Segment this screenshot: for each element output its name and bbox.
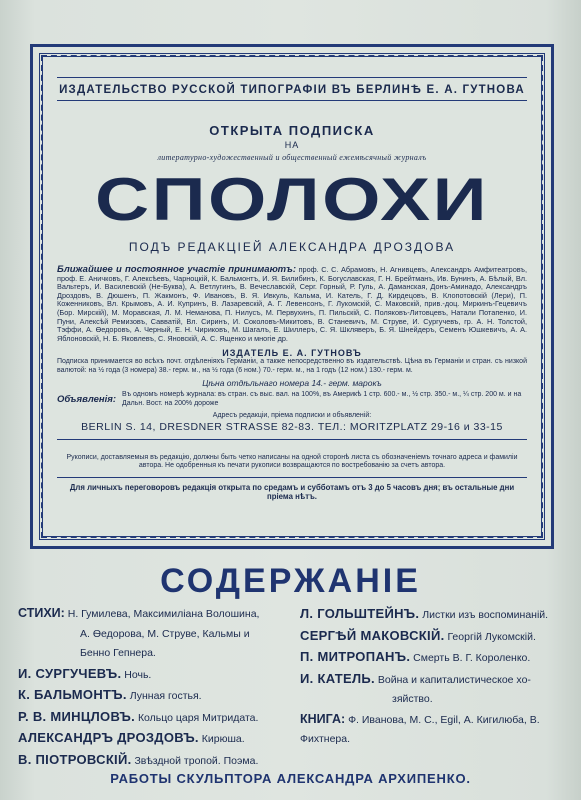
publisher-name: ИЗДАТЕЛЬ Е. А. ГУТНОВЪ [222,348,362,359]
contents-entry: Бенно Гепнера. [80,647,156,659]
advertisements-block [57,391,527,408]
contents-entry: АЛЕКСАНДРЪ ДРОЗДОВЪ. Кирюша. [18,730,245,745]
contents-entry: СТИХИ: Н. Гумилева, Максимиліана Волошина, [18,606,260,620]
office-hours: Для личныхъ переговоровъ редакція открыта по средамъ и субботамъ отъ 3 до 5 часовъ дня; въ остальные дни пріема нѣтъ. [57,477,527,501]
single-issue-price: Цѣна отдѣльнаго номера 14.- герм. марокъ [202,377,382,388]
editor-line: ПОДЪ РЕДАКЦІЕЙ АЛЕКСАНДРА ДРОЗДОВА [128,240,456,254]
advertisements-label: Объявленія: [57,394,117,406]
journal-title: СПОЛОХИ [94,166,490,233]
editorial-address: BERLIN S. 14, DRESDNER STRASSE 82-83. ТЕЛ.: MORITZPLATZ 29-16 и 33-15 [57,421,527,440]
sculptor-works-line: РАБОТЫ СКУЛЬПТОРА АЛЕКСАНДРА АРХИПЕНКО. [110,771,471,786]
address-label: Адресъ редакціи, пріема подписки и объявленій: [212,412,372,420]
contents-entry: А. Ѳедорова, М. Струве, Кальмы и [80,627,250,640]
contents-entry: СЕРГѢЙ МАКОВСКІЙ. Георгій Лукомскій. [300,627,536,643]
advertisements-rates: Въ одномъ номерѣ журнала: въ стран. съ выс. вал. на 100%, въ Америкѣ 1 стр. 600.- м., ½ стр. 350.- м., ¼ стр. 200 м. и на Дальн. Вост. на 200% дороже [122,390,522,407]
publisher-line: ИЗДАТЕЛЬСТВО РУССКОЙ ТИПОГРАФІИ ВЪ БЕРЛИНѢ Е. А. ГУТНОВА [57,77,527,101]
subscription-terms: Подписка принимается во всѣхъ почт. отдѣленіяхъ Германіи, а также непосредственно въ издательствѣ. Цѣна въ Германіи и стран. съ низкой валютой: на ½ года (3 номера) 38.- герм. м., на ½ года (6 ном.) 70.- герм. м., на 1 годъ (12 ном.) 130.- герм. м. [57,358,527,374]
contents-entry: И. СУРГУЧЕВЪ. Ночь. [18,665,152,681]
subscription-announcement-box [30,44,554,549]
contents-left-column [18,604,290,771]
subscription-open-heading: ОТКРЫТА ПОДПИСКА [209,123,375,138]
contents-entry: В. ПІОТРОВСКІЙ. Звѣздной тропой. Поэма. [18,751,259,767]
contributors-paragraph [57,266,527,343]
subscription-on: НА [284,140,300,150]
contents-entry: КНИГА: Ф. Иванова, М. С., Egil, А. Кигилюба, В. Фихтнера. [300,711,540,745]
contents-entry: Л. ГОЛЬШТЕЙНЪ. Листки изъ воспоминаній. [300,606,549,621]
contents-entry: К. БАЛЬМОНТЪ. Лунная гостья. [18,687,202,702]
journal-kind: литературно-художественный и общественный ежемѣсячный журналъ [157,153,427,162]
contributors-list: проф. С. С. Абрамовъ, Н. Агнивцевъ, Александръ Амфитеатровъ, проф. Е. Аничковъ, Г. Алексѣевъ, Чарноцкій, К. Бальмонтъ, И. Я. Билибинъ, К. Богуславская, Г. Н. Брейтманъ, Ив. Бунинъ, А. Бѣлый, Вл. Вальтеръ, И. Василевскій (Не-Буква), А. Ветлугинъ, В. Вечеславскій, Серг. Горный, Р. Гуль, А. Даманская, Донъ-Аминадо, Александръ Дроздовъ, В. Дюшенъ, П. Жакмонъ, Ф. Ивановъ, В. Я. Ивкуль, Кальма, И. Катель, Г. Д. Кирдецовъ, В. Клопотовскій (Лери), П. Коженниковъ, Вл. Крымовъ, А. И. Купринъ, В. Лазаревскій, А. Г. Левенсонъ, Г. Лукомскій, С. Маковскій, прив.-доц. Миркинъ-Гецевичъ (Бор. Мирскій), М. Моравская, Л. М. Неманова, П. Нилусъ, М. Первухинъ, П. Пильскій, С. Поляковъ-Литовцевъ, Натали Потапенко, И. Пуни, Алексѣй Ремизовъ, Савватій, Вл. Сиринъ, И. Соколовъ-Микитовъ, В. Станевичъ, М. Струве, И. Сургучевъ, гр. А. Н. Толстой, Тэффи, А. Ѳедоровъ, А. Черный, Е. Н. Чириковъ, М. Шагалъ, Е. Шиллеръ, С. Я. Шкляверъ, Б. Я. Шнейдеръ, Семенъ Юшкевичъ, А. А. Яблоновскій, Н. Б. Яковлевъ, С. Яновскій, А. С. Ященко и многіе др. [57,265,527,343]
contents-entry: зяйство. [392,693,433,705]
contents-title: СОДЕРЖАНІЕ [160,562,421,600]
announcement-content [57,73,527,528]
contents-right-column [300,604,568,750]
contents-entry: Р. В. МИНЦЛОВЪ. Кольцо царя Митридата. [18,708,259,724]
contents-entry: П. МИТРОПАНЪ. Смерть В. Г. Короленко. [300,649,531,664]
contributors-label: Ближайшее и постоянное участіе принимаютъ: [57,264,296,275]
manuscripts-note: Рукописи, доставляемыя въ редакцію, должны быть четко написаны на одной сторонѣ листа съ обозначеніемъ точнаго адреса и фамиліи автора. Не одобренныя къ печати рукописи возвращаются по востребованію за счетъ автора. [66,454,518,470]
contents-entry: И. КАТЕЛЬ. Война и капиталистическое хо- [300,670,531,686]
